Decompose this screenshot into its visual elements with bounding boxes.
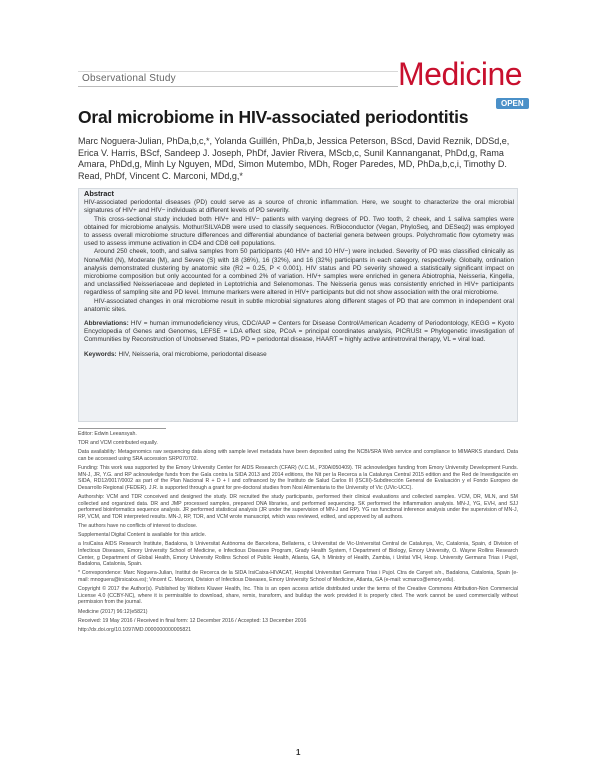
open-access-badge: OPEN [496,98,529,109]
page-header [0,0,600,110]
abbreviations-label: Abbreviations: [84,320,129,328]
note-dates: Received: 19 May 2016 / Received in final form: 12 December 2016 / Accepted: 13 December 2016 [78,617,307,624]
abstract-paragraph-2: This cross-sectional study included both HIV+ and HIV− patients with varying degrees of PD. Two tooth, 2 cheek, and 1 saliva samples were obtained for microbiome analysis. Mothur/SILVADB were used to classify sequences. R/Bioconductor (Vegan, PhyloSeq, and DESeq2) was employed to assess overall microbiome structure differences and differential abundance of bacterial genera between groups. Polychromatic flow cytometry was used to assess immune activation in CD4 and CD8 cell populations. [84,215,514,248]
author-list: Marc Noguera-Julian, PhDa,b,c,*, Yolanda Guillén, PhDa,b, Jessica Peterson, BScd, David Reznik, DDSd,e, Erica V. Harris, BScf, Sandeep J. Joseph, PhDf, Javier Rivera, MScb,c, Sunil Kannanganat, PhDd,g, Rama Amara, PhDd,g, Minh Ly Nguyen, MDd, Simon Mutembo, MDh, Roger Paredes, MD, PhDa,b,c,i, Timothy D. Read, PhDf, Vincent C. Marconi, MDd,g,* [78,136,510,181]
note-doi[interactable]: http://dx.doi.org/10.1097/MD.0000000000005821 [78,626,192,633]
footnotes [78,431,518,636]
note-equal-contribution: TDR and VCM contributed equally. [78,440,158,447]
section-label: Observational Study [82,73,176,84]
abstract-paragraph-3: Around 250 cheek, tooth, and saliva samples from 50 participants (40 HIV+ and 10 HIV−) were included. Severity of PD was classified clinically as None/Mild (N), Moderate (M), and Severe (S) with 18 (36%), 16 (32%), and 16 (32%) participants in each category, respectively. Globally, ordination analysis demonstrated clustering by anatomic site (R2 = 0.25, P < 0.001). HIV status and PD severity showed a statistically significant impact on microbiome composition but only accounted for a combined 2% of variation. HIV+ samples were enriched in genera Abiotrophia, Neisseria, Kingella, and unclassified Neisseriaceae and depleted in Leptotrichia and Selenomonas. The Neisseria genus was consistently enriched in HIV+ participants regardless of sampling site and PD level. Immune markers were altered in HIV+ participants but did not show association with the oral microbiome. [84,248,514,297]
section-rule [78,86,398,87]
page-number: 1 [296,748,301,757]
note-correspondence: * Correspondence: Marc Noguera-Julian, Institut de Recerca de la SIDA IrsiCaixa-HIVACAT, Hospital Universitari Germans Trias i Pujol. Ctra de Canyet s/n., Badalona, Catalonia, Spain (e-mail: mnoguera@irsicaixa.es); Vincent C. Marconi, Division of Infectious Diseases, Emory University School of Medicine, Atlanta, GA (e-mail: vcmarco@emory.edu). [78,570,518,584]
keywords [84,351,514,359]
note-supplemental: Supplemental Digital Content is available for this article. [78,532,207,539]
note-data-availability: Data availability: Metagenomics raw sequencing data along with sample level metadata have been deposited using the NCBI/SRA Web service and compliance to MIMARKS standard. Data can be accessed using SRA accession SRP070702. [78,449,518,462]
notes-rule [78,428,166,429]
journal-logo: Medicine [398,56,523,92]
abbreviations-text: HIV = human immunodeficiency virus, CDC/AAP = Centers for Disease Control/American Academy of Periodontology, KEGG = Kyoto Encyclopedia of Genes and Genomes, LEFSE = LDA effect size, PCoA = principal coordinates analysis, PICRUSt = Phylogenetic investigation of Communities by Reconstruction of Unobserved States, PD = periodontal disease, HAART = highly active antiretroviral therapy, VL = viral load. [84,320,514,344]
abstract-paragraph-4: HIV-associated changes in oral microbiome result in subtle microbial signatures along different stages of PD that are common in independent oral anatomic sites. [84,297,514,313]
note-authorship: Authorship: VCM and TDR conceived and designed the study. DR recruited the study participants, performed their clinical evaluations and collected samples. VCM, DR, MLN, and SM collected and organized data. DR and JMP processed samples, prepared DNA libraries, and performed sequencing. SK performed the inflammation analysis. MN-J, YG, EVH, and SJJ performed bioinformatics sequence analysis. JR performed statistical analysis (JR under the supervision of MN-J and RP). YG ran functional inference analysis under the supervision of MN-J, RP, VCM, and TDR interpreted results. MN-J, RP, TDR, and VCM wrote manuscript, which was reviewed, edited, and approved by all authors. [78,494,518,520]
note-affiliations: a IrsiCaixa AIDS Research Institute, Badalona, b Universitat Autònoma de Barcelona, Bellaterra, c Universitat de Vic-Universitat Central de Catalunya, Vic, Catalonia, Spain, d Division of Infectious Diseases, Emory University School of Medicine, e Infectious Diseases Program, Grady Health System, f Department of Biology, Emory University, O. Wayne Rollins Research Center, g Department of Global Health, Emory University Rollins School of Public Health, Atlanta, GA, h Ministry of Health, Zambia, i Unitat VIH, Hosp. University Germans Trias i Pujol, Badalona, Catalonia, Spain. [78,541,518,568]
keywords-label: Keywords: [84,350,117,358]
note-funding: Funding: This work was supported by the Emory University Center for AIDS Research (CFAR) (V.C.M., P30AI050409). TR acknowledges funding from Emory University Development Funds. MN-J, JR, Y.G. and RP acknowledge funds from the Gala contra la SIDA 2013 and 2014 editions, the Nit per la Recerca a la Catalunya Central 2015 edition and the Red de Investigación en SIDA, RD12/0017/0002 as part of the Plan Nacional R + D + I and cofinanced by the Instituto de Salud Carlos III (ISCIII)-Subdirección General de Evaluación y el Fondo Europeo de Desarrollo Regional (FEDER). J.R. is supported through a grant for pre-doctoral studies from Nosi Alimentaria to the University of Vic (UVic-UCC). [78,465,518,491]
article-title: Oral microbiome in HIV-associated periodontitis [78,107,469,127]
note-copyright: Copyright © 2017 the Author(s). Published by Wolters Kluwer Health, Inc. This is an open access article distributed under the terms of the Creative Commons Attribution-Non Commercial License 4.0 (CCBY-NC), where it is permissible to download, share, remix, transform, and buildup the work provided it is properly cited. The work cannot be used commercially without permission from the journal. [78,586,518,606]
abbreviations [84,320,514,345]
abstract-content [84,190,514,359]
abstract-paragraph-1: HIV-associated periodontal diseases (PD) could serve as a source of chronic inflammation. Here, we sought to characterize the oral microbial signatures of HIV+ and HIV− individuals at different levels of PD severity. [84,199,514,215]
keywords-text: HIV, Neisseria, oral microbiome, periodontal disease [116,350,267,358]
note-conflicts: The authors have no conflicts of interest to disclose. [78,523,198,530]
note-editor: Editor: Edwin Leeansyah. [78,431,137,437]
section-top-rule [78,71,398,72]
abstract-heading: Abstract [84,189,114,198]
note-citation: Medicine (2017) 96:12(e5821) [78,608,148,615]
